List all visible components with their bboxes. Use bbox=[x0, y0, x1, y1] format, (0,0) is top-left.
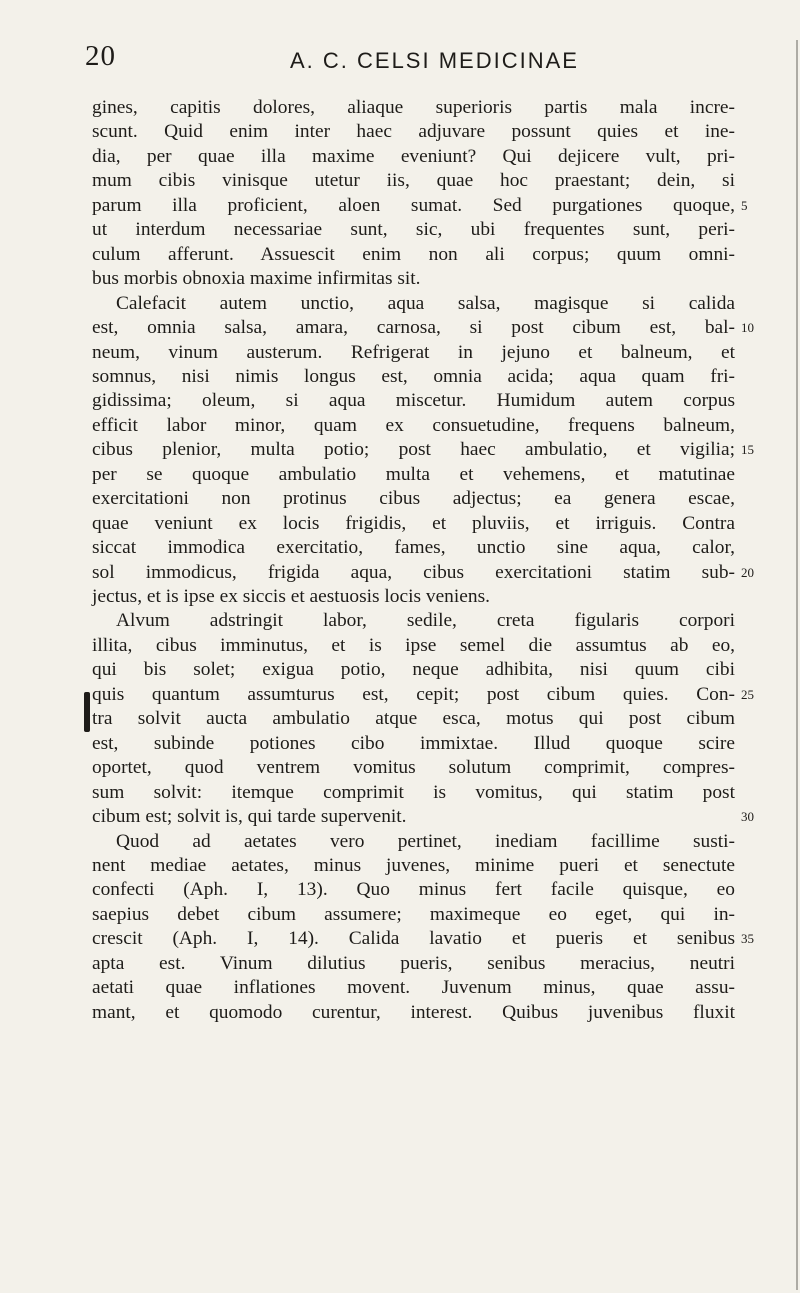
text-line bbox=[0, 512, 800, 536]
line-text: cibus plenior, multa potio; post haec ambulatio, et vigilia; bbox=[92, 439, 735, 461]
line-text: bus morbis obnoxia maxime infirmitas sit. bbox=[92, 268, 421, 290]
line-text: scunt. Quid enim inter haec adjuvare possunt quies et ine- bbox=[92, 121, 735, 143]
line-number: 30 bbox=[741, 809, 754, 825]
line-text: sol immodicus, frigida aqua, cibus exercitationi statim sub- bbox=[92, 561, 735, 583]
line-text: nent mediae aetates, minus juvenes, minime pueri et senectute bbox=[92, 854, 735, 876]
line-text: tra solvit aucta ambulatio atque esca, motus qui post cibum bbox=[92, 708, 735, 730]
text-line bbox=[0, 781, 800, 805]
text-line bbox=[0, 658, 800, 682]
line-text: Quod ad aetates vero pertinet, inediam facillime susti- bbox=[116, 830, 735, 852]
text-line bbox=[0, 487, 800, 511]
text-line bbox=[0, 243, 800, 267]
line-text: culum afferunt. Assuescit enim non ali corpus; quum omni- bbox=[92, 243, 735, 265]
text-line bbox=[0, 292, 800, 316]
line-text: neum, vinum austerum. Refrigerat in jejuno et balneum, et bbox=[92, 341, 735, 363]
text-line bbox=[0, 438, 800, 462]
line-text: quis quantum assumturus est, cepit; post cibum quies. Con- bbox=[92, 683, 735, 705]
text-line bbox=[0, 145, 800, 169]
line-number: 20 bbox=[741, 564, 754, 580]
text-line bbox=[0, 1001, 800, 1025]
text-line bbox=[0, 169, 800, 193]
text-line bbox=[0, 756, 800, 780]
page-header bbox=[0, 40, 800, 80]
line-number: 5 bbox=[741, 197, 748, 213]
line-text: qui bis solet; exigua potio, neque adhibita, nisi quum cibi bbox=[92, 659, 735, 681]
text-line bbox=[0, 805, 800, 829]
text-line bbox=[0, 316, 800, 340]
line-text: parum illa proficient, aloen sumat. Sed purgationes quoque, bbox=[92, 194, 735, 216]
text-line bbox=[0, 96, 800, 120]
text-line bbox=[0, 903, 800, 927]
line-text: mant, et quomodo curentur, interest. Quibus juvenibus fluxit bbox=[92, 1001, 735, 1023]
line-text: somnus, nisi nimis longus est, omnia acida; aqua quam fri- bbox=[92, 365, 735, 387]
line-text: aetati quae inflationes movent. Juvenum minus, quae assu- bbox=[92, 977, 735, 999]
page-number: 20 bbox=[85, 40, 116, 72]
line-text: sum solvit: itemque comprimit is vomitus, qui statim post bbox=[92, 781, 735, 803]
text-line bbox=[0, 585, 800, 609]
text-line bbox=[0, 927, 800, 951]
line-text: Calefacit autem unctio, aqua salsa, magisque si calida bbox=[116, 292, 735, 314]
line-text: dia, per quae illa maxime eveniunt? Qui dejicere vult, pri- bbox=[92, 145, 735, 167]
line-text: cibum est; solvit is, qui tarde supervenit. bbox=[92, 806, 407, 828]
text-line bbox=[0, 414, 800, 438]
line-text: per se quoque ambulatio multa et vehemens, et matutinae bbox=[92, 463, 735, 485]
line-text: saepius debet cibum assumere; maximeque eo eget, qui in- bbox=[92, 903, 735, 925]
page-edge-shadow bbox=[796, 40, 798, 1290]
line-text: illita, cibus imminutus, et is ipse semel die assumtus ab eo, bbox=[92, 634, 735, 656]
line-text: apta est. Vinum dilutius pueris, senibus meracius, neutri bbox=[92, 952, 735, 974]
line-number: 35 bbox=[741, 931, 754, 947]
line-text: est, subinde potiones cibo immixtae. Illud quoque scire bbox=[92, 732, 735, 754]
text-line bbox=[0, 365, 800, 389]
line-number: 10 bbox=[741, 320, 754, 336]
line-text: exercitationi non protinus cibus adjectus; ea genera escae, bbox=[92, 488, 735, 510]
text-line bbox=[0, 341, 800, 365]
line-text: siccat immodica exercitatio, fames, unctio sine aqua, calor, bbox=[92, 537, 735, 559]
text-line bbox=[0, 463, 800, 487]
text-line bbox=[0, 561, 800, 585]
line-text: gines, capitis dolores, aliaque superioris partis mala incre- bbox=[92, 97, 735, 118]
text-line bbox=[0, 267, 800, 291]
text-line bbox=[0, 854, 800, 878]
line-text: quae veniunt ex locis frigidis, et pluviis, et irriguis. Contra bbox=[92, 512, 735, 534]
text-line bbox=[0, 389, 800, 413]
line-text: est, omnia salsa, amara, carnosa, si post cibum est, bal- bbox=[92, 317, 735, 339]
text-line bbox=[0, 634, 800, 658]
text-line bbox=[0, 609, 800, 633]
line-text: gidissima; oleum, si aqua miscetur. Humidum autem corpus bbox=[92, 390, 735, 412]
text-line bbox=[0, 707, 800, 731]
line-text: mum cibis vinisque utetur iis, quae hoc praestant; dein, si bbox=[92, 170, 735, 192]
text-line bbox=[0, 120, 800, 144]
margin-bracket-mark bbox=[84, 692, 90, 732]
text-line bbox=[0, 218, 800, 242]
line-number: 25 bbox=[741, 686, 754, 702]
line-text: jectus, et is ipse ex siccis et aestuosis locis veniens. bbox=[92, 586, 490, 607]
text-line bbox=[0, 976, 800, 1000]
line-number: 15 bbox=[741, 442, 754, 458]
text-line bbox=[0, 830, 800, 854]
line-text: ut interdum necessariae sunt, sic, ubi frequentes sunt, peri- bbox=[92, 219, 735, 241]
text-line bbox=[0, 732, 800, 756]
line-text: Alvum adstringit labor, sedile, creta figularis corpori bbox=[116, 610, 735, 632]
text-line bbox=[0, 194, 800, 218]
text-line bbox=[0, 683, 800, 707]
line-text: confecti (Aph. I, 13). Quo minus fert facile quisque, eo bbox=[92, 879, 735, 901]
running-title: A. C. CELSI MEDICINAE bbox=[290, 48, 579, 73]
line-text: oportet, quod ventrem vomitus solutum comprimit, compres- bbox=[92, 757, 735, 779]
line-text: crescit (Aph. I, 14). Calida lavatio et pueris et senibus bbox=[92, 928, 735, 950]
text-line bbox=[0, 878, 800, 902]
text-line bbox=[0, 536, 800, 560]
line-text: efficit labor minor, quam ex consuetudine, frequens balneum, bbox=[92, 414, 735, 436]
text-line bbox=[0, 952, 800, 976]
